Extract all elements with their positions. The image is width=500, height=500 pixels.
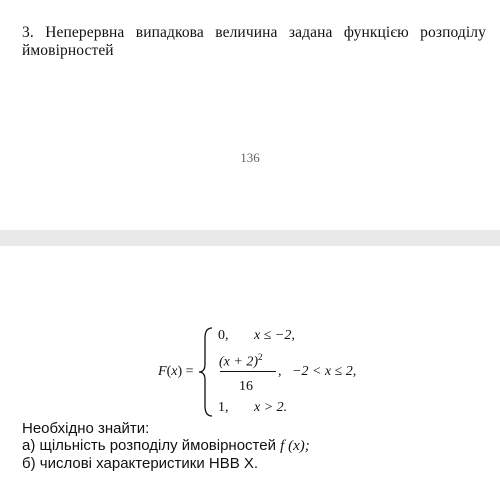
case2-exponent: 2 [258,352,263,362]
distribution-function-formula [158,326,398,418]
problem-statement: 3. Неперервна випадкова величина задана функцією розподілу ймовірностей [22,24,486,59]
tasks-heading: Необхідно знайти: [22,420,150,437]
formula-lhs: F(x) = [158,364,194,379]
fraction-bar [220,371,276,372]
left-brace [198,326,214,418]
page-separator [0,230,500,246]
case2-denominator: 16 [239,379,253,394]
case1-condition: x ≤ −2, [254,328,295,343]
tasks-list [22,420,492,472]
task-a-math: f (x); [280,438,310,454]
page-upper [0,0,500,230]
task-item-b: б) числові характеристики НВВ X. [22,455,259,472]
task-item-a: а) щільність розподілу ймовірностей f (x); [22,437,310,454]
case1-value: 0, [218,328,229,343]
case3-condition: x > 2. [254,400,288,415]
case2-comma: , [278,364,282,379]
case2-condition: −2 < x ≤ 2, [292,364,357,379]
case3-value: 1, [218,400,229,415]
case2-numerator: $(x + 2)^2$ [219,352,263,370]
lhs-variable: x [171,364,178,379]
page-number: 136 [240,150,260,165]
lhs-function-name: F [158,364,167,379]
